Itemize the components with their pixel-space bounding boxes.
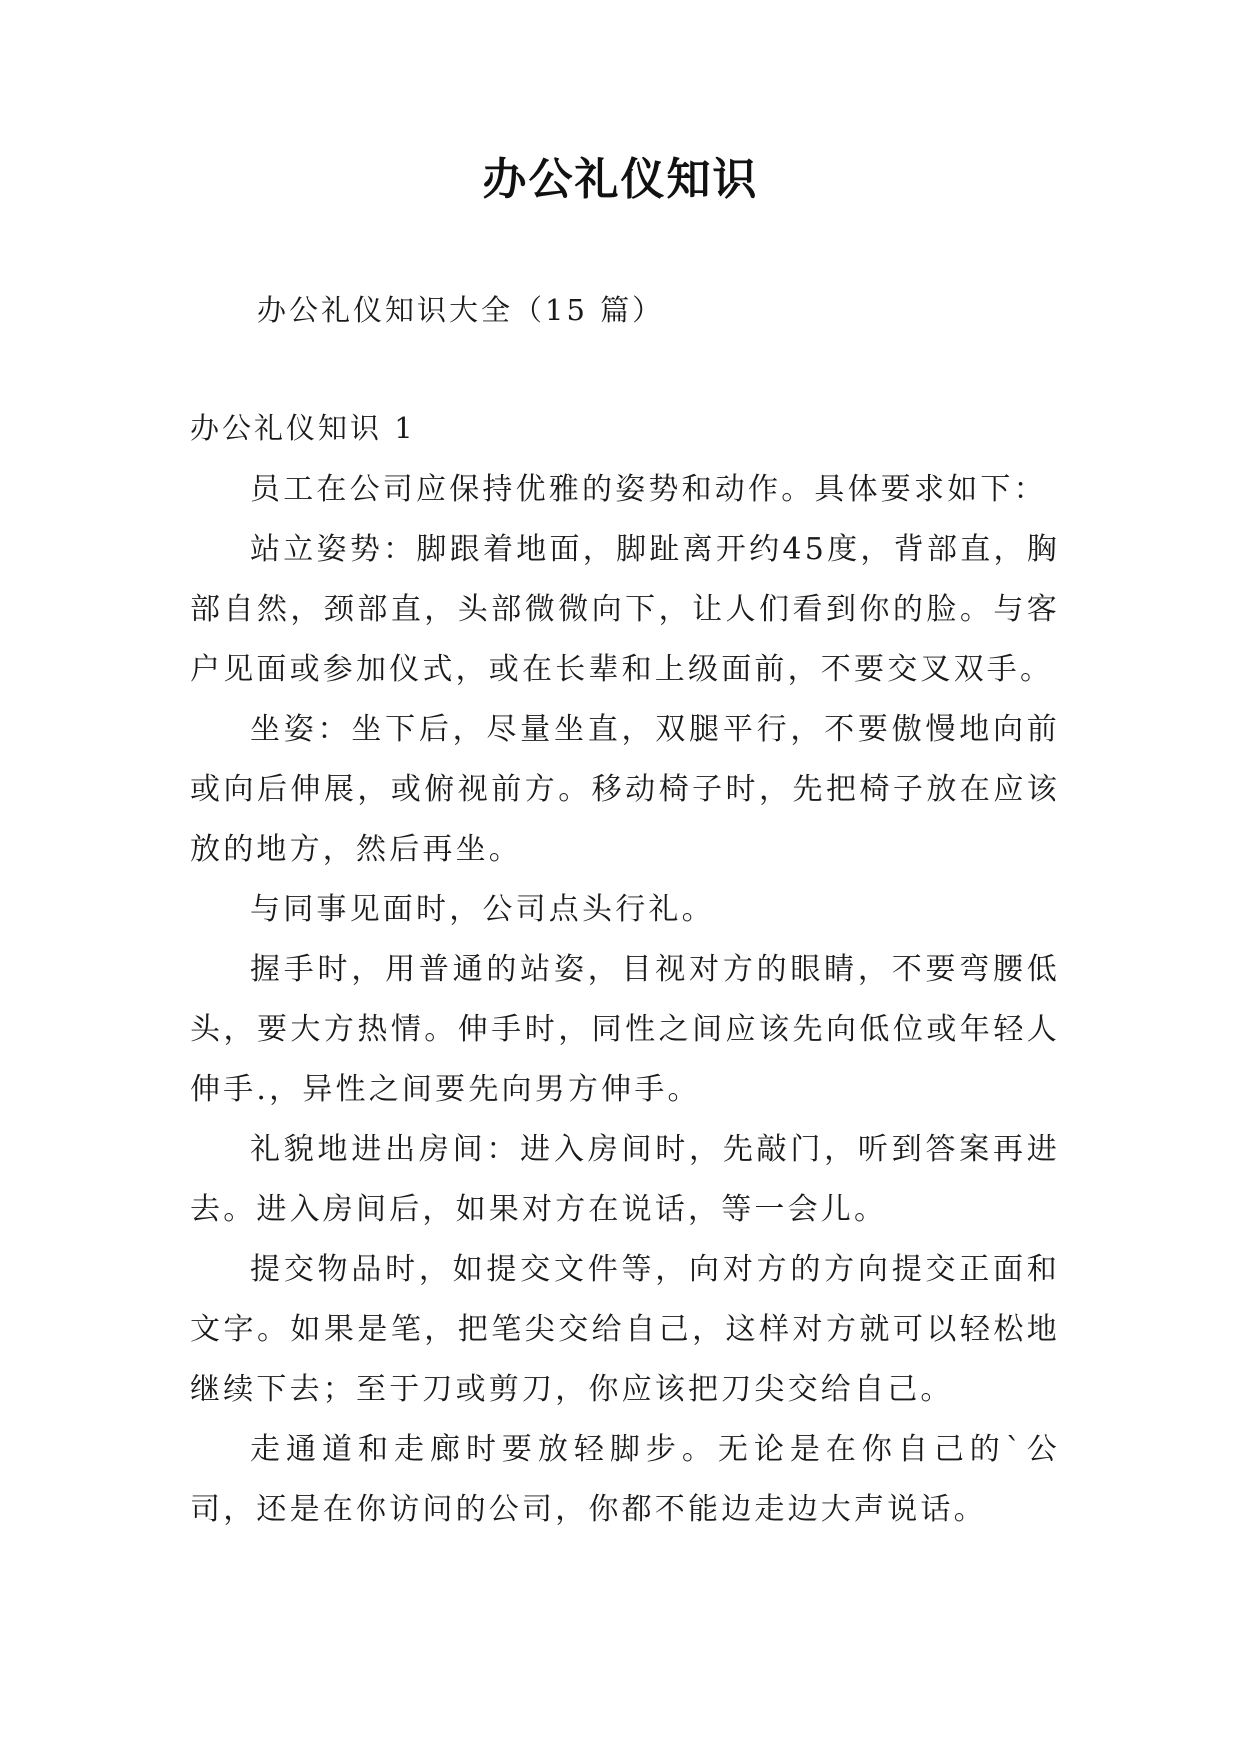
paragraph: 坐姿：坐下后，尽量坐直，双腿平行，不要傲慢地向前或向后伸展，或俯视前方。移动椅子时，先把椅子放在应该放的地方，然后再坐。	[190, 712, 1060, 867]
body-text	[190, 460, 1060, 1540]
paragraph: 走通道和走廊时要放轻脚步。无论是在你自己的`公司，还是在你访问的公司，你都不能边走边大声说话。	[190, 1432, 1060, 1527]
paragraph: 礼貌地进出房间：进入房间时，先敲门，听到答案再进去。进入房间后，如果对方在说话，等一会儿。	[190, 1132, 1060, 1227]
paragraph: 提交物品时，如提交文件等，向对方的方向提交正面和文字。如果是笔，把笔尖交给自己，这样对方就可以轻松地继续下去；至于刀或剪刀，你应该把刀尖交给自己。	[190, 1252, 1060, 1407]
document-subtitle: 办公礼仪知识大全（15 篇）	[257, 293, 665, 327]
paragraph: 员工在公司应保持优雅的姿势和动作。具体要求如下：	[250, 472, 1047, 507]
paragraph: 与同事见面时，公司点头行礼。	[250, 892, 715, 927]
paragraph: 站立姿势：脚跟着地面，脚趾离开约45度，背部直，胸部自然，颈部直，头部微微向下，让人们看到你的脸。与客户见面或参加仪式，或在长辈和上级面前，不要交叉双手。	[190, 532, 1060, 687]
document-title: 办公礼仪知识	[482, 154, 759, 205]
paragraph: 握手时，用普通的站姿，目视对方的眼睛，不要弯腰低头，要大方热情。伸手时，同性之间应该先向低位或年轻人伸手.，异性之间要先向男方伸手。	[190, 952, 1060, 1107]
section-heading: 办公礼仪知识 1	[190, 411, 416, 445]
